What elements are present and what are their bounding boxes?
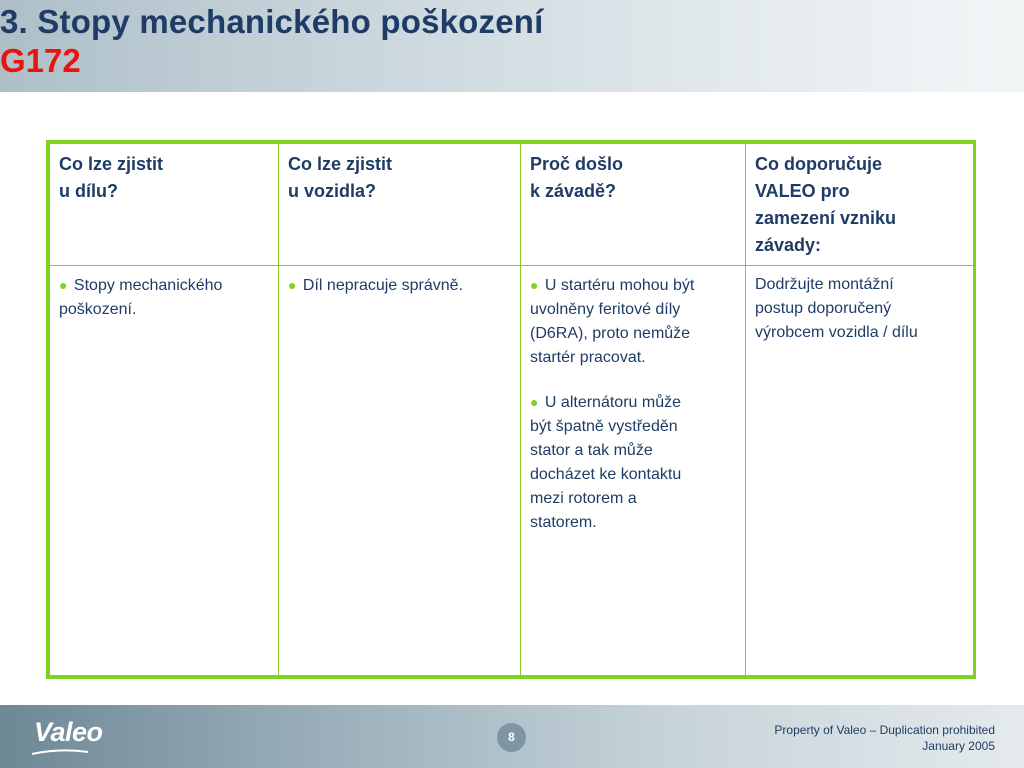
table-header-row — [50, 144, 974, 266]
header-cell-part — [50, 144, 279, 266]
header-text: u vozidla? — [288, 181, 377, 201]
cell-text: U startéru mohou být — [544, 277, 695, 294]
footer-notice — [774, 722, 995, 754]
header-cell-recommendation — [746, 144, 974, 266]
slide-footer — [0, 705, 1024, 768]
cell-text: Dodržujte montážní — [755, 276, 894, 293]
cell-text: postup doporučený — [755, 300, 892, 317]
cell-text: výrobcem vozidla / dílu — [755, 324, 918, 341]
bullet-icon: ● — [530, 394, 539, 410]
header-text: závady: — [755, 235, 822, 255]
cell-text: (D6RA), proto nemůže — [530, 325, 691, 342]
cell-text: docházet ke kontaktu — [530, 466, 682, 483]
logo-swoosh-icon — [30, 748, 90, 756]
cell-text: uvolněny feritové díly — [530, 301, 681, 318]
slide-code: G172 — [0, 42, 81, 79]
cell-part-finding — [50, 266, 279, 676]
page-number-badge: 8 — [497, 723, 526, 752]
cell-text: stator a tak může — [530, 442, 653, 459]
footer-property: Property of Valeo – Duplication prohibited — [774, 723, 995, 737]
cell-cause — [521, 266, 746, 676]
cell-vehicle-finding — [279, 266, 521, 676]
cell-text: statorem. — [530, 514, 597, 531]
cell-text: Stopy mechanického — [73, 277, 223, 294]
bullet-icon: ● — [530, 277, 539, 293]
header-text: VALEO pro — [755, 181, 850, 201]
cell-text: poškození. — [59, 301, 137, 318]
table-row — [50, 266, 974, 676]
header-cell-cause — [521, 144, 746, 266]
cell-text: startér pracovat. — [530, 349, 646, 366]
cell-text: být špatně vystředěn — [530, 418, 678, 435]
header-text: Co lze zjistit — [288, 154, 393, 174]
header-text: k závadě? — [530, 181, 617, 201]
diagnosis-table — [46, 140, 976, 679]
header-text: u dílu? — [59, 181, 118, 201]
cell-text: U alternátoru může — [544, 394, 681, 411]
bullet-icon: ● — [288, 277, 297, 293]
cell-text: mezi rotorem a — [530, 490, 637, 507]
header-text: Proč došlo — [530, 154, 624, 174]
header-cell-vehicle — [279, 144, 521, 266]
cell-recommendation — [746, 266, 974, 676]
slide-header — [0, 0, 1024, 92]
slide-title: 3. Stopy mechanického poškození — [0, 3, 544, 40]
header-text: zamezení vzniku — [755, 208, 897, 228]
footer-date: January 2005 — [922, 739, 995, 753]
cell-text: Díl nepracuje správně. — [302, 277, 464, 294]
header-text: Co doporučuje — [755, 154, 882, 174]
valeo-logo: Valeo — [34, 717, 103, 747]
header-text: Co lze zjistit — [59, 154, 164, 174]
bullet-icon: ● — [59, 277, 68, 293]
